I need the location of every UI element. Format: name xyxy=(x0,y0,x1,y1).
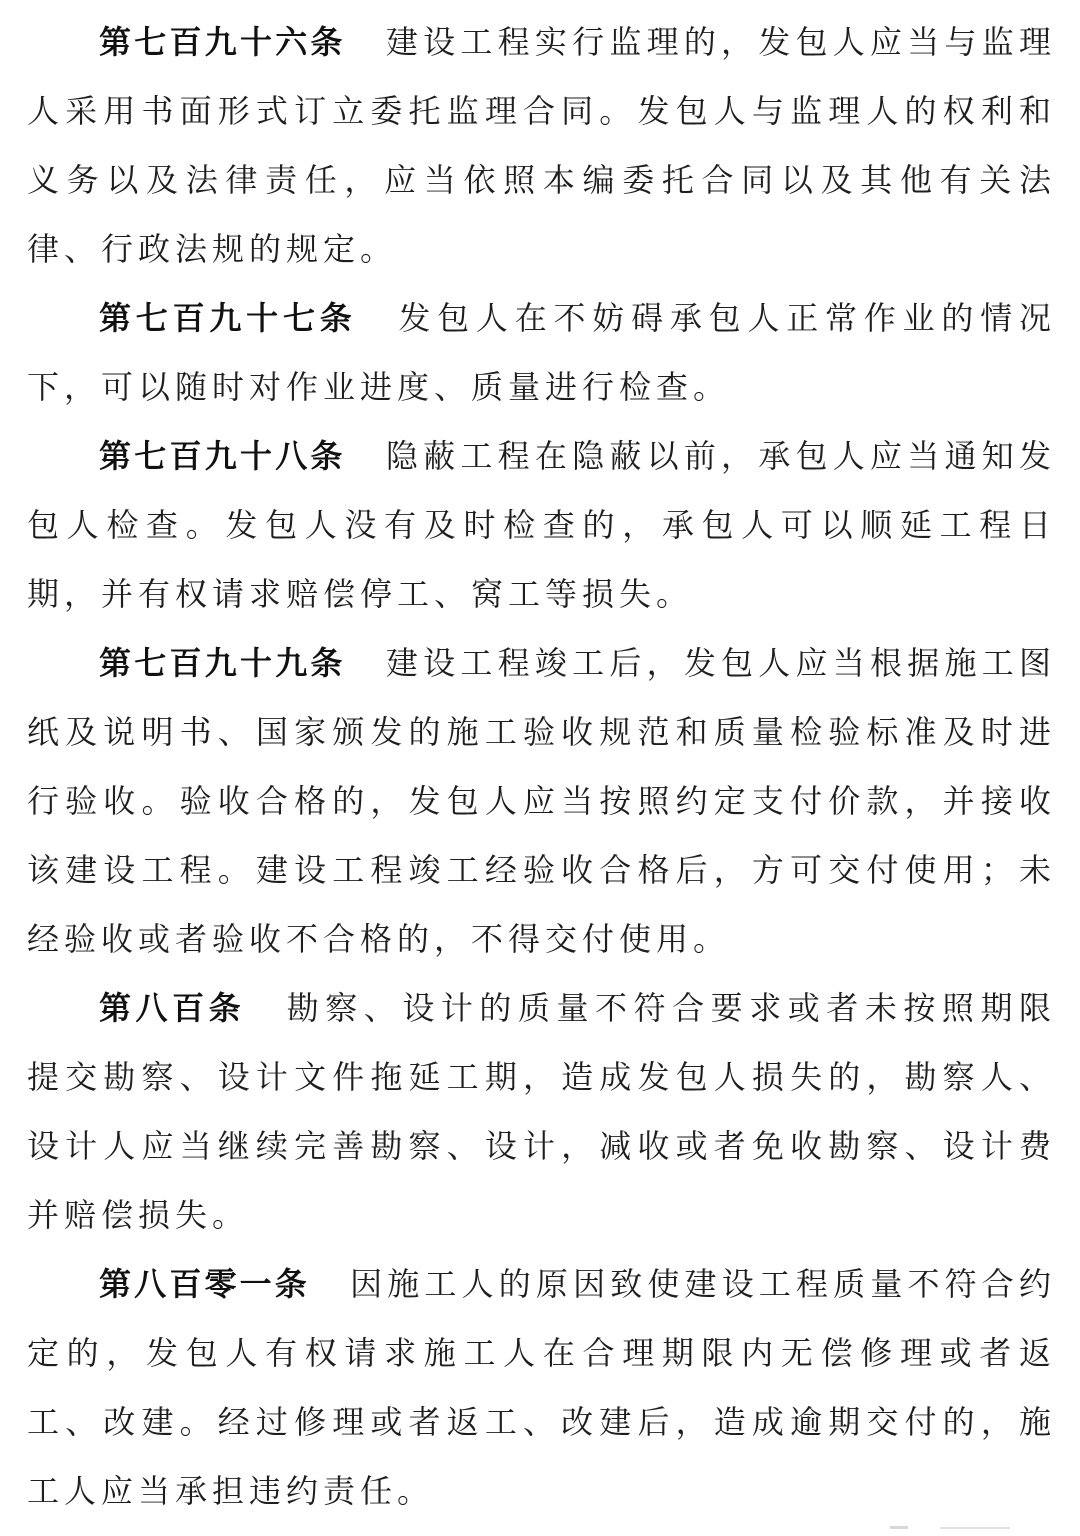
article-number: 第八百条 xyxy=(99,989,246,1027)
article-number: 第七百九十九条 xyxy=(99,644,346,682)
article-text: 勘察、设计的质量不符合要求或者未按照期限提交勘察、设计文件拖延工期，造成发包人损失的，勘察人、设计人应当继续完善勘察、设计，减收或者免收勘察、设计费并赔偿损失。 xyxy=(27,989,1056,1234)
article-number: 第七百九十六条 xyxy=(99,23,346,61)
article-text: 建设工程竣工后，发包人应当根据施工图纸及说明书、国家颁发的施工验收规范和质量检验标准及时进行验收。验收合格的，发包人应当按照约定支付价款，并接收该建设工程。建设工程竣工经验收合格后，方可交付使用；未经验收或者验收不合格的，不得交付使用。 xyxy=(27,644,1056,958)
article-number: 第七百九十八条 xyxy=(99,437,346,475)
article-798 xyxy=(27,422,1056,629)
article-800 xyxy=(27,974,1056,1250)
article-797 xyxy=(27,284,1056,422)
article-number: 第八百零一条 xyxy=(99,1265,310,1303)
article-text: 建设工程实行监理的，发包人应当与监理人采用书面形式订立委托监理合同。发包人与监理人的权利和义务以及法律责任，应当依照本编委托合同以及其他有关法律、行政法规的规定。 xyxy=(27,23,1056,268)
article-796 xyxy=(27,8,1056,284)
article-text: 隐蔽工程在隐蔽以前，承包人应当通知发包人检查。发包人没有及时检查的，承包人可以顺延工程日期，并有权请求赔偿停工、窝工等损失。 xyxy=(27,437,1056,613)
article-801 xyxy=(27,1250,1056,1526)
article-text: 发包人在不妨碍承包人正常作业的情况下，可以随时对作业进度、质量进行检查。 xyxy=(27,299,1056,406)
article-799 xyxy=(27,629,1056,974)
watermark-fragment xyxy=(880,1522,1040,1532)
article-text: 因施工人的原因致使建设工程质量不符合约定的，发包人有权请求施工人在合理期限内无偿修理或者返工、改建。经过修理或者返工、改建后，造成逾期交付的，施工人应当承担违约责任。 xyxy=(27,1265,1056,1510)
article-number: 第七百九十七条 xyxy=(99,299,357,337)
